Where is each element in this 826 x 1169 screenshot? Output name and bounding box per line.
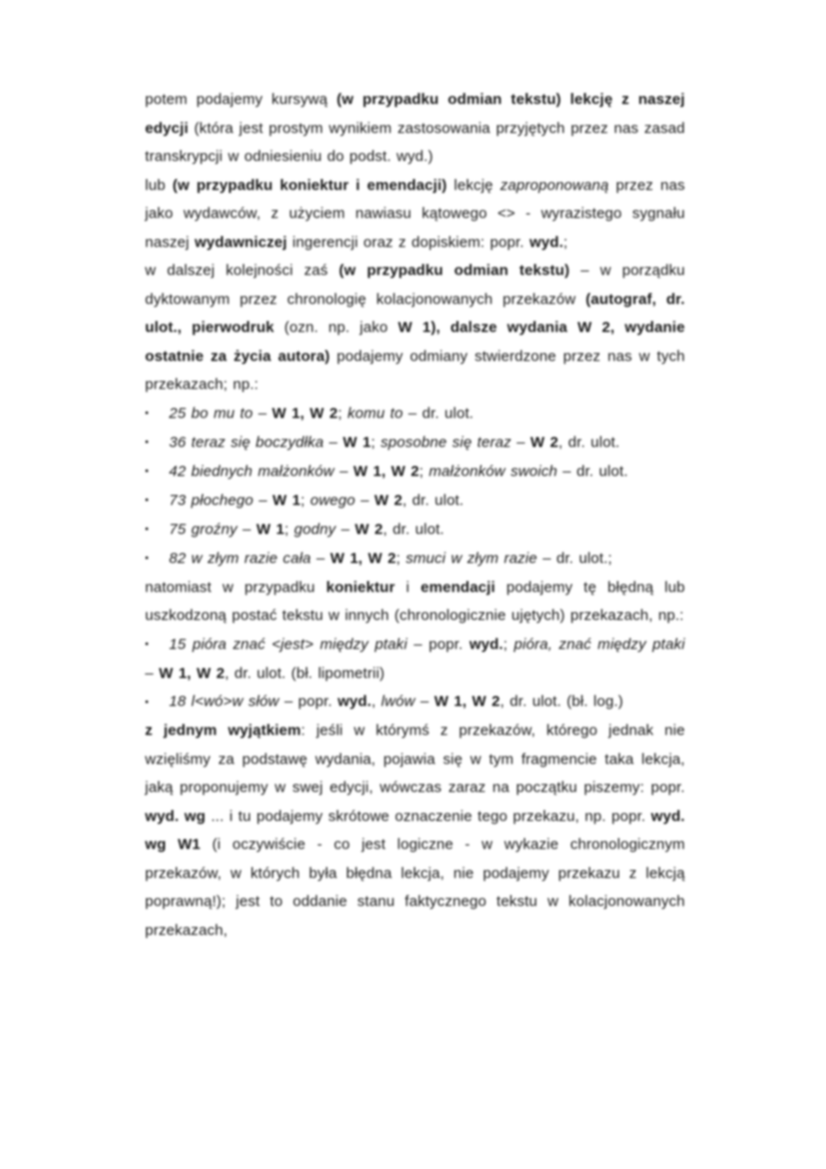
document-content: [145, 86, 685, 945]
text-run: 15 pióra znać <jest> między ptaki: [169, 635, 408, 653]
list-item: [145, 400, 685, 429]
text-run: podajemy odmiany stwierdzone przez nas w tych przekazach; np.:: [145, 347, 686, 393]
list-item: [145, 516, 685, 545]
text-run: godny: [294, 520, 336, 538]
text-run: z jednym wyjątkiem: [145, 722, 302, 739]
text-run: –: [145, 664, 159, 682]
text-run: , dr. ulot. (bł. log.): [500, 693, 624, 710]
text-run: ;: [337, 404, 348, 422]
text-run: sposobne się teraz: [380, 433, 512, 451]
text-run: pióra, znać między ptaki: [514, 635, 685, 653]
text-run: –: [511, 433, 531, 451]
text-run: ,: [371, 693, 382, 710]
text-run: –: [253, 491, 273, 509]
text-run: lub: [145, 176, 173, 194]
list-item: [145, 458, 685, 487]
text-run: komu to: [347, 404, 403, 422]
text-run: ;: [419, 462, 429, 480]
text-run: (ozn. np. jako: [274, 319, 398, 336]
text-run: (w przypadku odmian tekstu): [336, 91, 562, 108]
paragraph: [145, 574, 685, 631]
text-run: W 1, W 2: [330, 549, 397, 567]
square-bullet-icon: ▪: [145, 437, 149, 448]
text-run: i: [394, 578, 421, 596]
text-run: ;: [396, 549, 406, 567]
text-run: W 1, W 2: [158, 664, 225, 682]
text-run: – popr.: [279, 693, 338, 710]
text-run: (która jest prostym wynikiem zastosowania przyjętych przez nas zasad transkrypcji w odniesieniu do podst. wyd.): [145, 119, 685, 165]
text-run: W 1: [272, 491, 301, 509]
text-run: 25 bo mu to: [169, 404, 253, 422]
text-run: 36 teraz się boczydłka: [169, 433, 324, 451]
text-run: – w porządku dyktowanym przez chronologię kolacjonowanych przekazów: [145, 262, 685, 308]
text-run: 42 biednych małżonków: [169, 462, 335, 480]
text-run: , dr. ulot.: [558, 433, 620, 451]
text-run: ... i tu podajemy skrótowe oznaczenie tego przekazu, np. popr.: [205, 807, 652, 825]
text-run: : jeśli w którymś z przekazów, którego jednak nie wzięliśmy za podstawę wydania, pojawia się w tym fragmencie taka lekcja, jaką proponujemy w swej edycji, wówczas zaraz na początku piszemy: popr.: [145, 722, 685, 796]
text-run: lekcję: [446, 176, 501, 194]
text-run: –: [237, 520, 257, 538]
text-run: –: [311, 549, 331, 567]
text-run: ;: [503, 635, 515, 653]
text-run: , dr. ulot.: [402, 491, 464, 509]
text-run: owego: [310, 491, 356, 509]
text-run: 73 płochego: [169, 491, 254, 509]
paragraph: [145, 717, 685, 945]
text-run: emendacji: [420, 578, 496, 596]
square-bullet-icon: ▪: [145, 639, 149, 650]
text-run: – dr. ulot.: [557, 462, 629, 480]
text-run: lwów: [381, 693, 416, 710]
list-item: [145, 429, 685, 458]
text-run: –: [334, 462, 354, 480]
text-run: zaproponowaną: [500, 176, 609, 194]
text-run: wyd.: [529, 233, 564, 251]
text-run: – popr.: [407, 635, 470, 653]
text-run: –: [252, 404, 273, 422]
paragraph: [145, 257, 685, 400]
text-run: – dr. ulot.: [402, 404, 474, 422]
text-run: –: [323, 433, 343, 451]
text-run: W 1: [342, 433, 371, 451]
text-run: wydawniczej: [194, 233, 288, 251]
text-run: smuci w złym razie: [405, 549, 538, 567]
text-run: potem podajemy kursywą: [145, 91, 337, 108]
text-run: ;: [563, 233, 568, 251]
text-run: ;: [300, 491, 311, 509]
list-item: [145, 487, 685, 516]
square-bullet-icon: ▪: [145, 495, 149, 506]
text-run: wyd.: [469, 635, 504, 653]
text-run: W 2: [374, 491, 403, 509]
text-run: W 1, W 2: [353, 462, 420, 480]
text-run: wyd.: [337, 693, 372, 710]
text-run: –: [355, 491, 375, 509]
square-bullet-icon: ▪: [145, 466, 149, 477]
square-bullet-icon: ▪: [145, 696, 149, 708]
square-bullet-icon: ▪: [145, 524, 149, 535]
text-run: przez nas jako wydawców, z użyciem nawiasu kątowego <> - wyrazistego sygnału naszej: [145, 176, 685, 251]
text-run: wyd. wg: [145, 807, 206, 825]
text-run: W 2: [530, 433, 559, 451]
text-run: W 1, W 2: [434, 693, 501, 710]
text-run: ;: [370, 433, 381, 451]
text-run: wyd. wg W1: [145, 807, 685, 853]
text-run: 82 w złym razie cała: [169, 549, 312, 567]
text-run: małżonków swoich: [428, 462, 558, 480]
text-run: podajemy tę błędną lub uszkodzoną postać tekstu w innych (chronologicznie ujętych) przekazach, np.:: [145, 578, 686, 624]
text-run: W 1), dalsze wydania W 2, wydanie ostatnie za życia autora): [145, 319, 685, 365]
text-run: 75 groźny: [169, 520, 238, 538]
text-run: w dalszej kolejności zaś: [145, 262, 339, 279]
text-run: lekcję z naszej edycji: [145, 91, 685, 137]
list-item: [145, 631, 685, 689]
text-run: (w przypadku koniektur i emendacji): [172, 176, 447, 194]
text-run: koniektur: [326, 578, 395, 596]
square-bullet-icon: ▪: [145, 553, 149, 564]
text-run: (i oczywiście - co jest logiczne - w wykazie chronologicznym przekazów, w których była błędna lekcja, nie podajemy przekazu z lekcją poprawną!); jest to oddanie stanu faktycznego tekstu w kolacjonowanych przekazach,: [145, 836, 686, 939]
text-run: [561, 91, 570, 108]
square-bullet-icon: ▪: [145, 408, 149, 419]
list-item: [145, 545, 685, 574]
text-run: W 2: [354, 520, 384, 538]
text-run: –: [415, 693, 435, 710]
text-run: (w przypadku odmian tekstu): [338, 262, 570, 279]
text-run: , dr. ulot. (bł. lipometrii): [224, 664, 385, 682]
paragraph: [145, 172, 685, 258]
paragraph: [145, 86, 685, 172]
text-run: W 1: [256, 520, 285, 538]
text-run: (autograf, dr. ulot., pierwodruk: [145, 290, 685, 336]
text-run: W 1, W 2: [272, 404, 338, 422]
text-run: – dr. ulot.;: [537, 549, 613, 567]
text-run: ingerencji oraz z dopiskiem: popr.: [287, 233, 530, 251]
text-run: 18 l<wó>w słów: [169, 693, 279, 710]
text-run: ;: [284, 520, 295, 538]
list-item: [145, 688, 685, 717]
text-run: –: [335, 520, 355, 538]
text-run: , dr. ulot.: [383, 520, 445, 538]
text-run: natomiast w przypadku: [145, 578, 327, 596]
